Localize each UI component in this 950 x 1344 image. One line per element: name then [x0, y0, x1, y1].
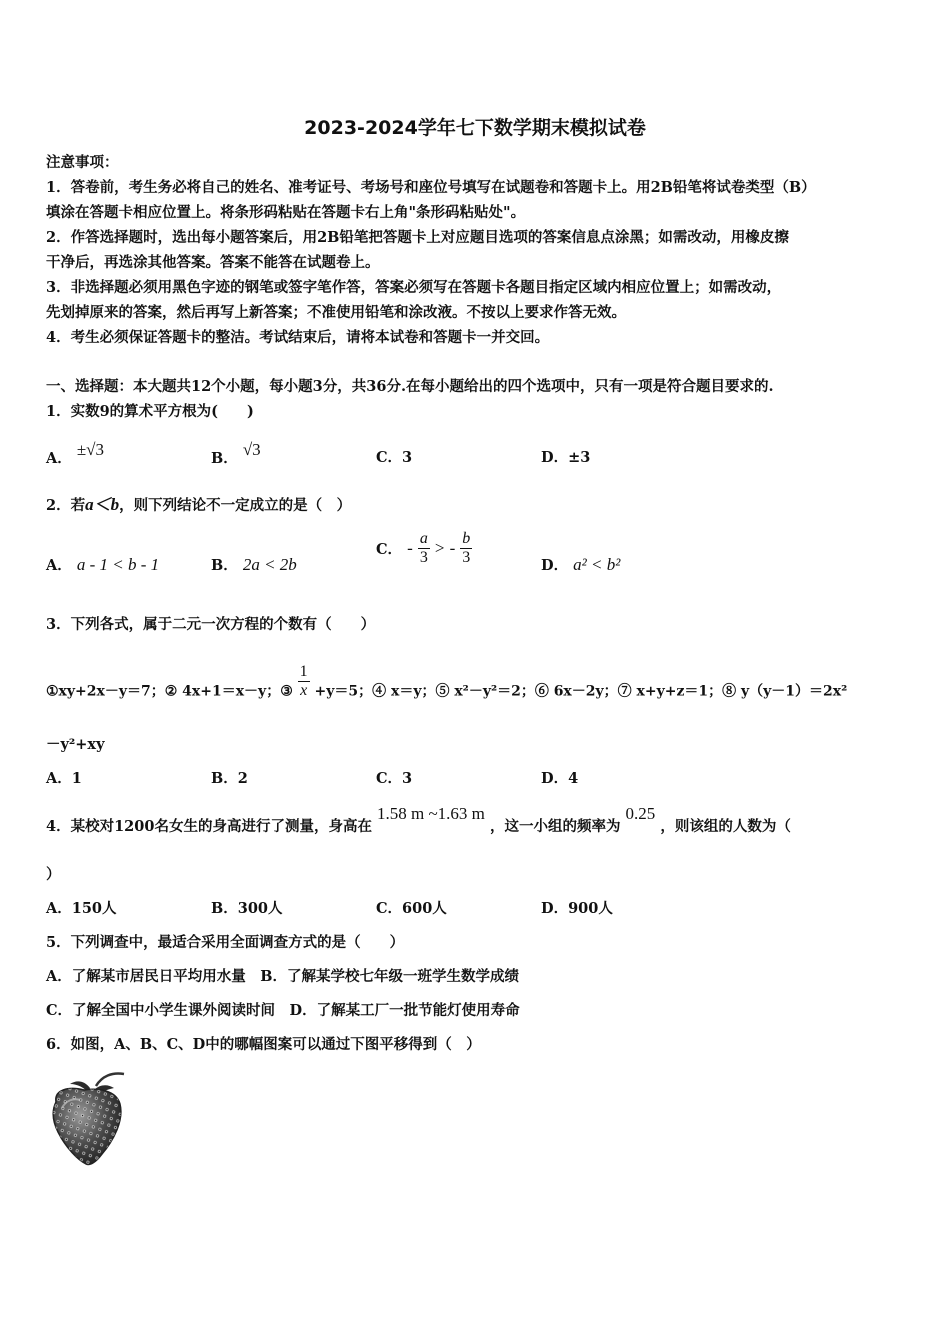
q3-option-a[interactable]: A．1 [46, 770, 82, 787]
q1-option-a-label: A． [46, 450, 72, 467]
q1-option-a-math: ±√3 [76, 440, 104, 459]
q2-option-c[interactable] [376, 530, 472, 567]
q2-option-c-frac-b: $\frac{b}{3}$ [462, 530, 471, 566]
q2-option-c-minus: - [407, 538, 413, 558]
q2-option-d-math: a² < b² [573, 555, 621, 574]
question-4-stem [46, 804, 791, 837]
q3-frac: $\frac{1}{x}$ [299, 663, 308, 699]
q4-range-math: 1.58 m ~1.63 m [377, 804, 485, 823]
q4-stem-c: ，则该组的人数为（ [660, 818, 791, 835]
q2-option-b-label: B． [211, 557, 238, 574]
q4-option-d[interactable]: D．900人 [541, 900, 613, 917]
q3-option-d[interactable]: D．4 [541, 770, 579, 787]
question-1-stem: 1．实数9的算术平方根为( ) [46, 403, 254, 420]
q4-option-c[interactable]: C．600人 [376, 900, 447, 917]
q1-option-a[interactable] [46, 440, 104, 469]
notice-line: 干净后，再选涂其他答案。答案不能答在试题卷上。 [46, 254, 380, 271]
q1-option-d[interactable]: D．±3 [541, 449, 591, 466]
q4-stem-b: ，这一小组的频率为 [489, 818, 621, 835]
notice-line: 先划掉原来的答案，然后再写上新答案；不准使用铅笔和涂改液。不按以上要求作答无效。 [46, 304, 626, 321]
q2-option-a-math: a - 1 < b - 1 [76, 555, 160, 574]
notice-line: 4．考生必须保证答题卡的整洁。考试结束后，请将本试卷和答题卡一并交回。 [46, 329, 550, 346]
question-3-stem: 3．下列各式，属于二元一次方程的个数有（ ） [46, 616, 376, 633]
q4-stem-a: 4．某校对1200名女生的身高进行了测量，身高在 [46, 818, 372, 835]
q1-option-b-math: √3 [242, 440, 261, 459]
strawberry-icon [44, 1068, 128, 1168]
q4-option-b[interactable]: B．300人 [211, 900, 283, 917]
q3-equations-line [46, 663, 848, 710]
q5-options-row-1[interactable]: A．了解某市居民日平均用水量 B．了解某学校七年级一班学生数学成绩 [46, 968, 520, 985]
q2-option-d-label: D． [541, 557, 569, 574]
question-6-stem: 6．如图，A、B、C、D中的哪幅图案可以通过下图平移得到（ ） [46, 1036, 481, 1053]
notice-heading: 注意事项： [46, 154, 119, 171]
q2-stem-pre: 2．若 [46, 497, 86, 514]
notice-line: 2．作答选择题时，选出每小题答案后，用2B铅笔把答题卡上对应题目选项的答案信息点涂黑；如需改动，用橡皮擦 [46, 229, 789, 246]
q2-option-c-frac-a: $\frac{a}{3}$ [419, 530, 428, 566]
q2-option-a-label: A． [46, 557, 72, 574]
q2-stem-math: a＜b [85, 495, 120, 514]
notice-line: 填涂在答题卡相应位置上。将条形码粘贴在答题卡右上角"条形码粘贴处"。 [46, 204, 526, 221]
q4-freq-math: 0.25 [625, 804, 656, 823]
q1-option-b-label: B． [211, 450, 238, 467]
q3-option-c[interactable]: C．3 [376, 770, 413, 787]
q3-equations-part-a: ①xy+2x－y＝7；② 4x+1＝x－y；③ [46, 683, 293, 700]
q5-options-row-2[interactable]: C．了解全国中小学生课外阅读时间 D．了解某工厂一批节能灯使用寿命 [46, 1002, 520, 1019]
section-heading: 一、选择题：本大题共12个小题，每小题3分，共36分.在每小题给出的四个选项中，只有一项是符合题目要求的. [46, 378, 774, 395]
question-2-stem [46, 495, 351, 516]
question-5-stem: 5．下列调查中，最适合采用全面调查方式的是（ ） [46, 934, 405, 951]
q2-option-c-gt: > [434, 538, 445, 558]
notice-line: 3．非选择题必须用黑色字迹的钢笔或签字笔作答，答案必须写在答题卡各题目指定区域内相应位置上；如需改动， [46, 279, 782, 296]
q2-option-a[interactable] [46, 555, 159, 576]
q2-option-b[interactable] [211, 555, 297, 576]
q3-equations-continued: －y²+xy [46, 736, 105, 753]
q2-option-b-math: 2a < 2b [242, 555, 297, 574]
q4-stem-close: ） [46, 866, 61, 883]
page-title: 2023-2024学年七下数学期末模拟试卷 [304, 117, 646, 139]
q1-option-c[interactable]: C．3 [376, 449, 413, 466]
q3-equations-part-b: +y＝5；④ x＝y；⑤ x²－y²＝2；⑥ 6x－2y；⑦ x+y+z＝1；⑧ y（y－1）＝2x² [314, 683, 848, 700]
q3-option-b[interactable]: B．2 [211, 770, 248, 787]
q2-option-c-minus-2: - [449, 538, 456, 558]
q2-option-c-label: C． [376, 541, 403, 558]
q2-option-d[interactable] [541, 555, 620, 576]
notice-line: 1．答卷前，考生务必将自己的姓名、准考证号、考场号和座位号填写在试题卷和答题卡上。用2B铅笔将试卷类型（B） [46, 179, 816, 196]
q2-stem-post: ，则下列结论不一定成立的是（ ） [119, 497, 352, 514]
q4-option-a[interactable]: A．150人 [46, 900, 117, 917]
q1-option-b[interactable] [211, 440, 261, 469]
